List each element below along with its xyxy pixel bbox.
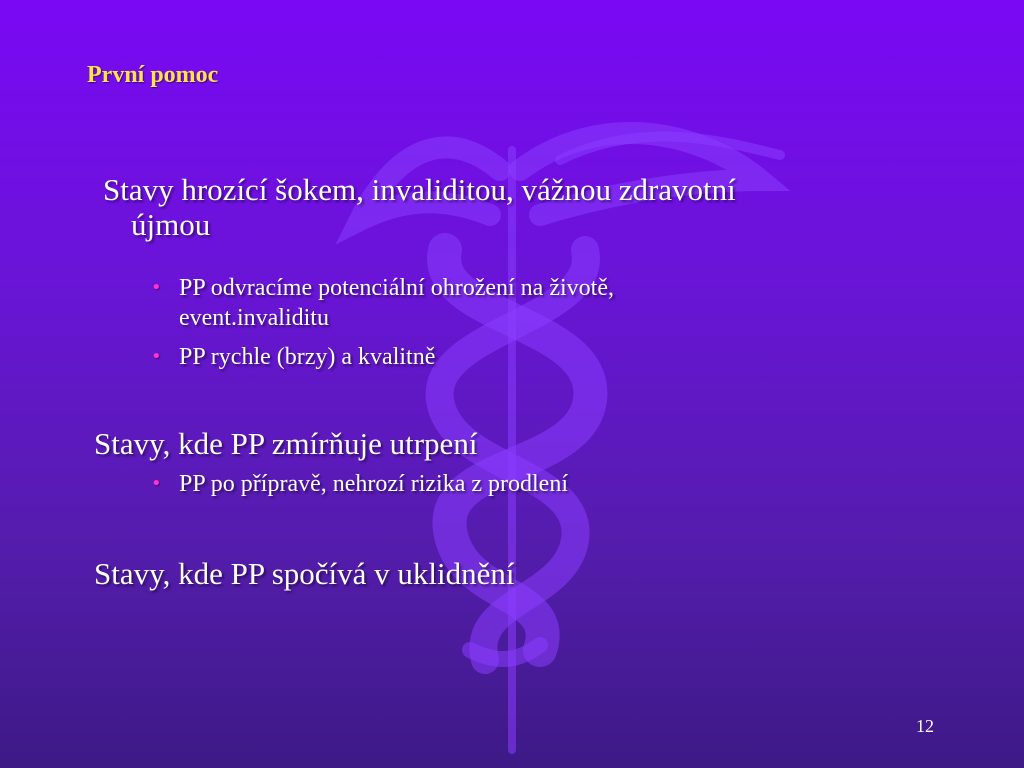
- slide-title: První pomoc: [87, 62, 219, 88]
- heading-shock-risk: Stavy hrozící šokem, invaliditou, vážnou zdravotní: [103, 172, 736, 207]
- bullet-marker: •: [151, 346, 162, 367]
- heading-ease-suffering: Stavy, kde PP zmírňuje utrpení: [94, 426, 478, 461]
- page-number: 12: [916, 716, 934, 736]
- heading-shock-risk-cont: újmou: [131, 207, 211, 242]
- list-item-after-preparation: PP po přípravě, nehrozí rizika z prodlení: [179, 471, 568, 497]
- heading-calming: Stavy, kde PP spočívá v uklidnění: [94, 556, 515, 591]
- list-item-prevent-threat: PP odvracíme potenciální ohrožení na životě,: [179, 275, 614, 301]
- list-item-prevent-threat-cont: event.invaliditu: [179, 305, 329, 331]
- bullet-marker: •: [151, 473, 162, 494]
- list-item-fast-quality: PP rychle (brzy) a kvalitně: [179, 344, 436, 370]
- bullet-marker: •: [151, 277, 162, 298]
